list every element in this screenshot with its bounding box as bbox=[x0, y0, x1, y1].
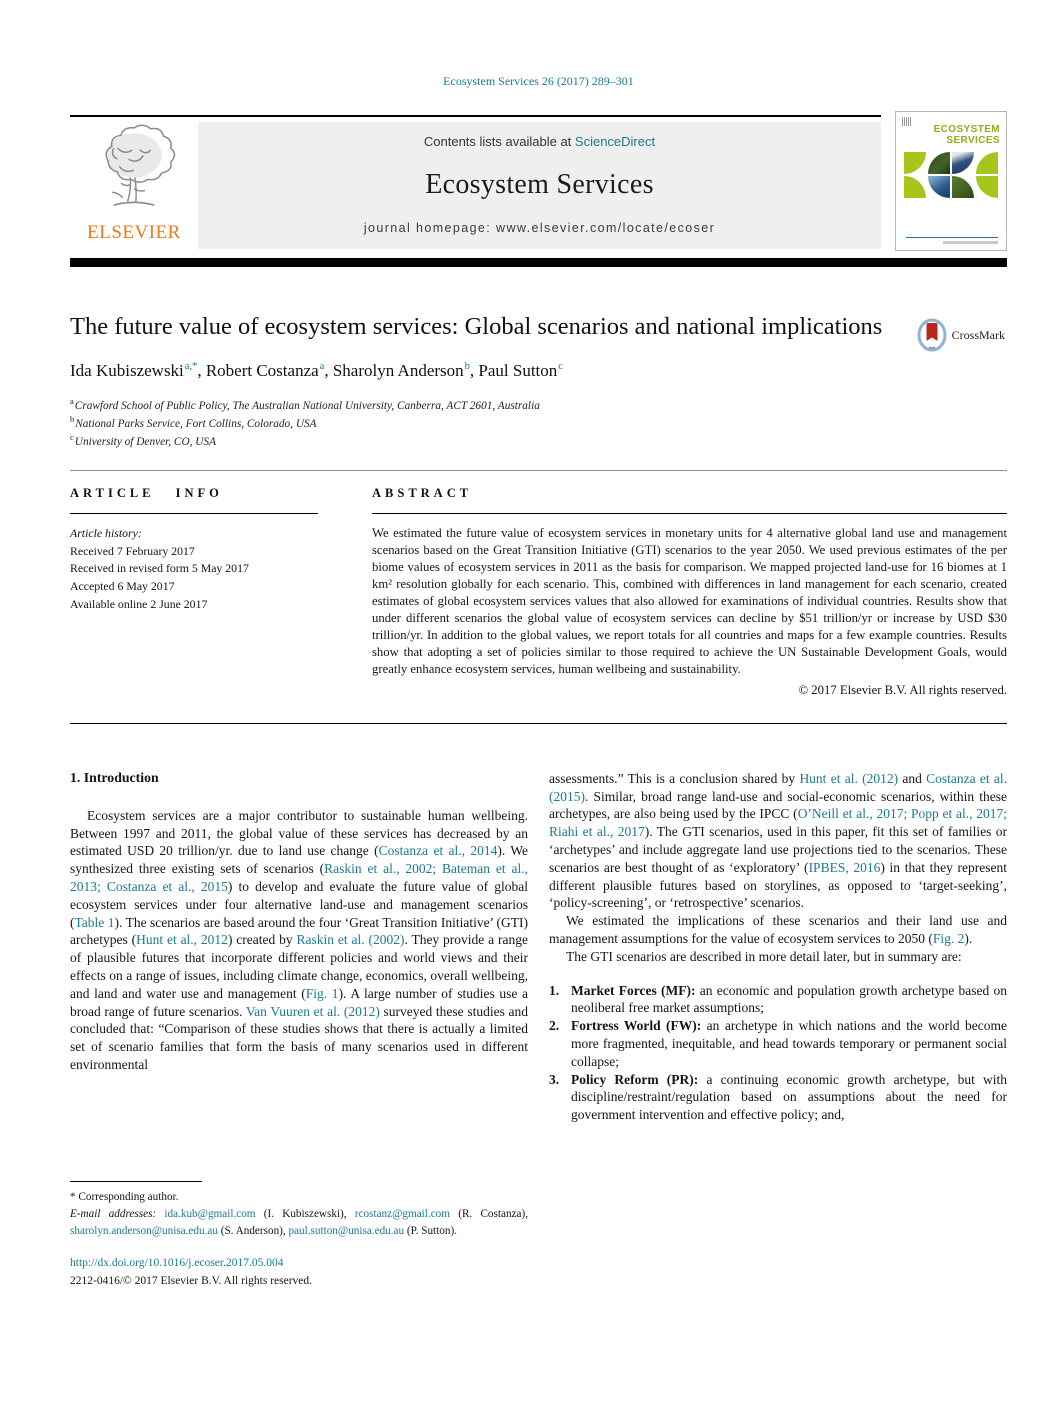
text-segment: ). We synthesized three existing sets of scenarios ( bbox=[70, 843, 528, 877]
text-segment: ) to develop and evaluate the future value of global ecosystem services under four alternative land-use and management scenarios ( bbox=[70, 879, 528, 930]
abstract-column bbox=[372, 486, 1007, 698]
cover-title-line1: ECOSYSTEM bbox=[933, 124, 1000, 135]
affiliation-sup: c bbox=[70, 431, 74, 442]
article-info-column bbox=[70, 486, 318, 698]
doi-link[interactable]: http://dx.doi.org/10.1016/j.ecoser.2017.05.004 bbox=[70, 1257, 284, 1270]
author-name[interactable]: Sharolyn Anderson bbox=[332, 360, 464, 380]
crossmark-badge[interactable] bbox=[916, 317, 1005, 353]
abstract-text: We estimated the future value of ecosystem services in monetary units for 4 alternative global land use and management scenarios based on the Great Transition Initiative (GTI) scenarios to the year 2050. We used previous estimates of the per biome values of ecosystem services in 2011 as the basis for comparison. We mapped projected land-use for 16 biomes at 1 km² resolution globally for each scenario. This, combined with differences in land management for each scenario, created estimates of global ecosystem services values that also allowed for examinations of individual countries. Results show that under different scenarios the global value of ecosystem services can decline by $51 trillion/yr or increase by USD $30 trillion/yr. In addition to the global values, we report totals for all countries and maps for a few example countries. Results show that adopting a set of policies similar to those required to achieve the UN Sustainable Development Goals, would greatly enhance ecosystem services, human wellbeing and sustainability. bbox=[372, 525, 1007, 676]
crossmark-label: CrossMark bbox=[951, 327, 1005, 342]
inline-citation-link[interactable]: ida.kub@gmail.com bbox=[164, 1207, 256, 1220]
issn-copyright-line: 2212-0416/© 2017 Elsevier B.V. All rights reserved. bbox=[70, 1274, 313, 1287]
cover-footer-text bbox=[943, 241, 998, 244]
inline-citation-link[interactable]: Van Vuuren et al. (2012) bbox=[245, 1003, 380, 1019]
affiliation-line bbox=[70, 396, 1007, 414]
body-paragraph bbox=[549, 770, 1007, 912]
footnote-rule bbox=[70, 1181, 202, 1182]
inline-citation-link[interactable]: IPBES, 2016 bbox=[808, 859, 881, 875]
affiliation-sup: b bbox=[70, 413, 75, 424]
contents-line bbox=[424, 134, 655, 149]
heading-rule bbox=[70, 513, 318, 514]
text-segment: (P. Sutton). bbox=[404, 1224, 457, 1237]
author-affiliation-sup: a bbox=[319, 361, 325, 373]
list-number: 1. bbox=[549, 982, 560, 998]
text-segment: ) in that they represent different plausible futures based on storylines, as opposed to ‘target-seeking’, ‘policy-screening’, or ‘retrospective’ scenarios. bbox=[549, 859, 1007, 911]
list-item bbox=[549, 1071, 1007, 1124]
journal-banner bbox=[70, 115, 1007, 251]
text-segment: We estimated the implications of these scenarios and their land use and management assumptions for the value of ecosystem services to 2050 ( bbox=[549, 913, 1007, 947]
inline-citation-link[interactable]: Costanza et al. (2015) bbox=[549, 770, 1007, 804]
inline-citation-link[interactable]: rcostanz@gmail.com bbox=[354, 1207, 450, 1220]
affiliation-text: Crawford School of Public Policy, The Australian National University, Canberra, ACT 2601, Australia bbox=[74, 399, 540, 412]
affiliation-text: National Parks Service, Fort Collins, Colorado, USA bbox=[75, 417, 317, 430]
history-item: Available online 2 June 2017 bbox=[70, 596, 208, 611]
text-segment: assessments.” This is a conclusion shared by bbox=[549, 770, 800, 786]
inline-citation-link[interactable]: Costanza et al., 2014 bbox=[378, 843, 498, 859]
author-affiliation-sup: a,* bbox=[184, 361, 198, 373]
history-item: Received in revised form 5 May 2017 bbox=[70, 561, 249, 576]
body-column-left bbox=[70, 770, 528, 1290]
heading-rule bbox=[372, 513, 1007, 514]
inline-citation-link[interactable]: Table 1 bbox=[74, 914, 115, 930]
inline-citation-link[interactable]: Raskin et al. (2002) bbox=[296, 932, 405, 948]
text-segment: The GTI scenarios are described in more detail later, but in summary are: bbox=[566, 948, 962, 964]
article-info-heading: ARTICLE INFO bbox=[70, 485, 223, 500]
author-name[interactable]: Ida Kubiszewski bbox=[70, 360, 184, 380]
abstract-heading: ABSTRACT bbox=[372, 485, 473, 500]
inline-citation-link[interactable]: Fig. 2 bbox=[932, 931, 965, 947]
inline-citation-link[interactable]: sharolyn.anderson@unisa.edu.au bbox=[70, 1224, 218, 1237]
list-item bbox=[549, 982, 1007, 1018]
history-item: Received 7 February 2017 bbox=[70, 543, 195, 558]
banner-left bbox=[70, 115, 881, 249]
text-segment: ). The GTI scenarios, used in this paper, fit this set of families or ‘archetypes’ and include aggregate land use projections tied to the scenarios. These scenarios are best thought of as ‘exploratory’ ( bbox=[549, 824, 1007, 875]
inline-citation-link[interactable]: Fig. 1 bbox=[305, 985, 339, 1001]
text-segment: Ecosystem services are a major contributor to sustainable human wellbeing. Between 1997 and 2011, the global value of these services has decreased by an estimated USD 20 trillion/yr. due to land use change ( bbox=[70, 807, 528, 859]
text-segment: Policy Reform (PR): bbox=[571, 1071, 699, 1087]
affiliation-sup: a bbox=[70, 395, 74, 406]
email-addresses bbox=[70, 1206, 528, 1240]
list-number: 2. bbox=[549, 1018, 560, 1034]
inline-citation-link[interactable]: paul.sutton@unisa.edu.au bbox=[288, 1224, 405, 1237]
inline-citation-link[interactable]: Hunt et al., 2012 bbox=[136, 932, 228, 948]
page-title: The future value of ecosystem services: Global scenarios and national implications bbox=[70, 313, 883, 340]
text-segment: ). The scenarios are based around the four ‘Great Transition Initiative’ (GTI) archetypes ( bbox=[70, 914, 528, 948]
text-segment: ). bbox=[964, 931, 973, 947]
text-segment: . They provide a range of plausible futures that incorporate different policies and world views and their effects on a range of issues, including climate change, economics, overall wellbeing, and land and water use and management ( bbox=[70, 932, 528, 1001]
header-divider-bar bbox=[70, 258, 1007, 267]
list-item-text bbox=[571, 982, 1007, 1018]
text-segment: (R. Costanza), bbox=[449, 1207, 528, 1220]
article-history-label: Article history: bbox=[70, 525, 142, 540]
intro-paragraph bbox=[70, 807, 528, 1074]
text-segment: (S. Anderson), bbox=[217, 1224, 289, 1237]
cover-publisher-mark bbox=[902, 117, 911, 126]
text-segment: a continuing economic growth archetype, but with discipline/restraint/regulation based on assumptions about the need for government intervention and effective policy; and, bbox=[571, 1071, 1007, 1123]
text-segment: an economic and population growth archetype based on neoliberal free market assumptions; bbox=[571, 982, 1007, 1016]
text-segment: surveyed these studies and concluded that: “Comparison of these studies shows that there is actually a limited set of scenario families that form the basis of many scenarios used in different environmental bbox=[70, 1003, 528, 1073]
cover-art-tile bbox=[904, 152, 926, 174]
inline-citation-link[interactable]: Raskin et al., 2002; Bateman et al., 2013; Costanza et al., 2015 bbox=[70, 861, 528, 895]
section-heading-introduction: 1. Introduction bbox=[70, 769, 159, 785]
author-separator: , bbox=[469, 360, 479, 380]
journal-citation-header: Ecosystem Services 26 (2017) 289–301 bbox=[443, 74, 634, 88]
text-segment: and bbox=[898, 770, 927, 786]
cover-divider bbox=[906, 237, 998, 238]
text-segment: (I. Kubiszewski), bbox=[255, 1207, 355, 1220]
list-item bbox=[549, 1017, 1007, 1070]
cover-art-tile bbox=[952, 176, 974, 198]
author-name[interactable]: Robert Costanza bbox=[205, 360, 319, 380]
copyright-line: © 2017 Elsevier B.V. All rights reserved. bbox=[798, 682, 1007, 697]
affiliation-line bbox=[70, 414, 1007, 432]
affiliation-line bbox=[70, 432, 1007, 450]
journal-header-box bbox=[198, 122, 881, 249]
cover-art-tile bbox=[976, 152, 998, 174]
author-separator: , bbox=[324, 360, 333, 380]
affiliation-text: University of Denver, CO, USA bbox=[74, 435, 216, 448]
text-segment: ). A large number of studies use a broad range of future scenarios. bbox=[70, 985, 528, 1019]
journal-title: Ecosystem Services bbox=[425, 169, 654, 200]
contents-prefix: Contents lists available at bbox=[423, 134, 575, 149]
cover-art-tile bbox=[928, 176, 950, 198]
body-divider bbox=[70, 723, 1007, 724]
list-number: 3. bbox=[549, 1071, 560, 1087]
cover-title-line2: SERVICES bbox=[946, 134, 1000, 146]
inline-citation-link[interactable]: O’Neill et al., 2017; Popp et al., 2017; Riahi et al., 2017 bbox=[549, 806, 1008, 840]
inline-citation-link[interactable]: Hunt et al. (2012) bbox=[799, 770, 899, 786]
affiliations bbox=[70, 396, 1007, 450]
body-paragraph bbox=[549, 948, 1007, 966]
cover-art-grid bbox=[902, 152, 1000, 198]
author-name[interactable]: Paul Sutton bbox=[478, 360, 558, 380]
author-separator: , bbox=[197, 360, 206, 380]
cover-art-tile bbox=[928, 152, 950, 174]
cover-art-tile bbox=[976, 176, 998, 198]
elsevier-tree-icon bbox=[88, 124, 180, 220]
elsevier-logo[interactable] bbox=[70, 122, 198, 249]
sciencedirect-link[interactable]: ScienceDirect bbox=[574, 134, 656, 149]
crossmark-icon bbox=[916, 317, 948, 353]
text-segment: an archetype in which nations and the world become more fragmented, inequitable, and head towards temporary or permanent social collapse; bbox=[571, 1018, 1008, 1069]
body-column-right bbox=[549, 770, 1007, 1290]
text-segment: Market Forces (MF): bbox=[571, 982, 696, 998]
footnote-block bbox=[70, 1181, 528, 1290]
cover-art-tile bbox=[904, 176, 926, 198]
author-affiliation-sup: c bbox=[558, 361, 563, 373]
text-segment: . Similar, broad range land-use and social-economic scenarios, within these archetypes, are also being used by the IPCC ( bbox=[549, 788, 1007, 822]
journal-cover-thumbnail[interactable] bbox=[895, 111, 1007, 251]
list-item-text bbox=[571, 1017, 1007, 1070]
body-paragraph bbox=[549, 912, 1007, 948]
elsevier-wordmark: ELSEVIER bbox=[87, 222, 181, 243]
author-line bbox=[70, 361, 1007, 381]
section-divider bbox=[70, 470, 1007, 471]
text-segment: ) created by bbox=[227, 932, 297, 948]
corresponding-author-note: * Corresponding author. bbox=[70, 1191, 179, 1203]
author-affiliation-sup: b bbox=[464, 361, 470, 373]
text-segment: Fortress World (FW): bbox=[571, 1018, 702, 1034]
list-item-text bbox=[571, 1071, 1007, 1124]
text-segment: E-mail addresses: bbox=[70, 1207, 165, 1220]
journal-homepage-link[interactable]: journal homepage: www.elsevier.com/locate/ecoser bbox=[363, 221, 716, 235]
cover-art-tile bbox=[952, 152, 974, 174]
history-item: Accepted 6 May 2017 bbox=[70, 578, 175, 593]
scenario-list bbox=[549, 982, 1007, 1124]
